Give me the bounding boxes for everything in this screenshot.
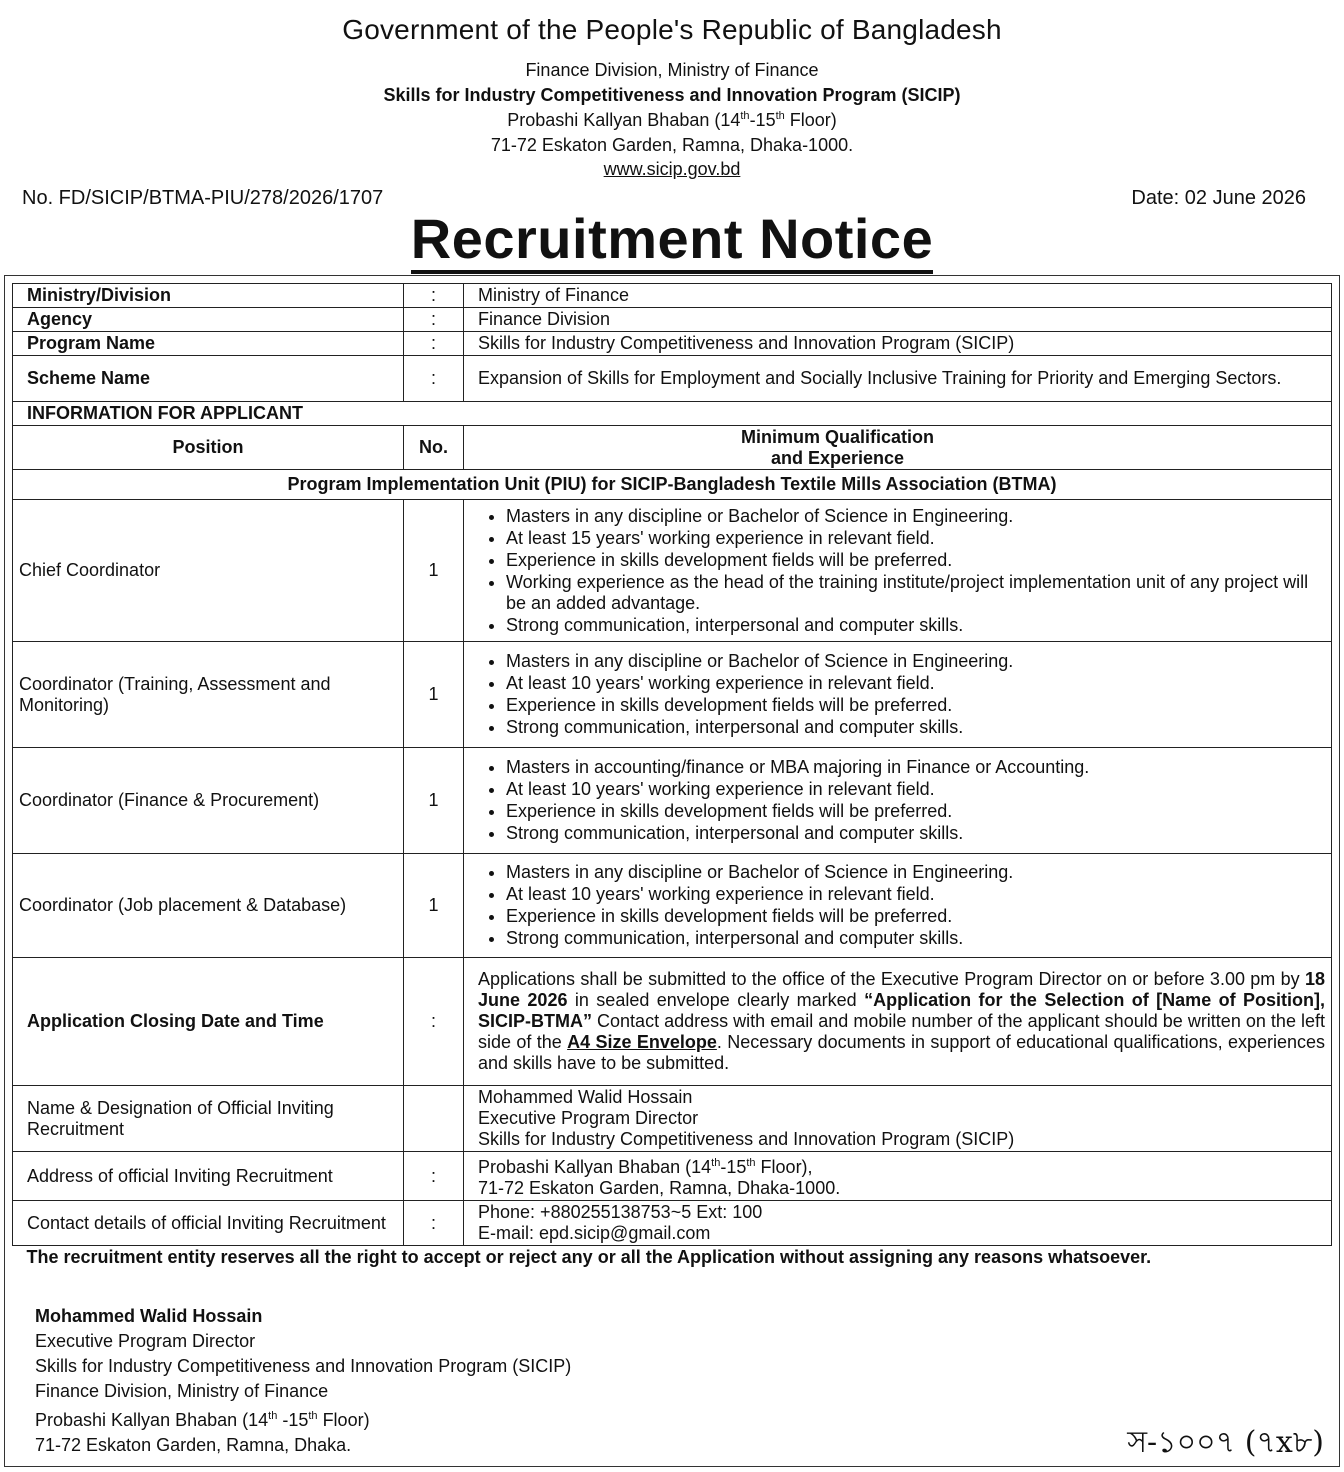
list-item: • Masters in accounting/finance or MBA majoring in Finance or Accounting.	[506, 757, 1325, 778]
info-row: Ministry/Division : Ministry of Finance	[13, 284, 1332, 308]
table-row: Coordinator (Finance & Procurement) 1 • Masters in accounting/finance or MBA majoring in Finance or Accounting. • At least 10 years' working experience in relevant field. • Experience in skills development fields will be preferred. • Strong communication, interpersonal and computer skills.	[13, 748, 1332, 854]
list-item: • Experience in skills development fields will be preferred.	[506, 906, 1325, 927]
applicant-heading-row: INFORMATION FOR APPLICANT	[13, 402, 1332, 426]
email-link[interactable]: E-mail: epd.sicip@gmail.com	[478, 1223, 711, 1243]
info-row: Scheme Name : Expansion of Skills for Employment and Socially Inclusive Training for Priority and Emerging Sectors.	[13, 356, 1332, 402]
list-item: • At least 10 years' working experience in relevant field.	[506, 884, 1325, 905]
table-row: Chief Coordinator 1 • Masters in any discipline or Bachelor of Science in Engineering. • At least 15 years' working experience in relevant field. • Experience in skills development fields will be preferred. • Working experience as the head of the training institute/project implementation unit of any project will be an added advantage. • Strong communication, interpersonal and computer skills.	[13, 500, 1332, 642]
address-line-2: 71-72 Eskaton Garden, Ramna, Dhaka-1000.	[490, 135, 854, 155]
list-item: • Masters in any discipline or Bachelor of Science in Engineering.	[506, 862, 1325, 883]
address-row: Address of official Inviting Recruitment : Probashi Kallyan Bhaban (14th-15th Floor), 71-72 Eskaton Garden, Ramna, Dhaka-1000.	[13, 1152, 1332, 1201]
phone-number: Phone: +880255138753~5 Ext: 100	[478, 1202, 763, 1222]
list-item: • At least 10 years' working experience in relevant field.	[506, 673, 1325, 694]
division-line: Finance Division, Ministry of Finance	[525, 60, 819, 80]
list-item: • Experience in skills development fields will be preferred.	[506, 550, 1325, 571]
list-item: • Strong communication, interpersonal and computer skills.	[506, 717, 1325, 738]
info-row: Program Name : Skills for Industry Competitiveness and Innovation Program (SICIP)	[13, 332, 1332, 356]
government-heading: Government of the People's Republic of Bangladesh	[342, 14, 1002, 45]
list-item: • Experience in skills development fields will be preferred.	[506, 801, 1325, 822]
list-item: • Experience in skills development fields will be preferred.	[506, 695, 1325, 716]
table-row: Coordinator (Job placement & Database) 1 • Masters in any discipline or Bachelor of Science in Engineering. • At least 10 years' working experience in relevant field. • Experience in skills development fields will be preferred. • Strong communication, interpersonal and computer skills.	[13, 854, 1332, 958]
list-item: • Strong communication, interpersonal and computer skills.	[506, 928, 1325, 949]
website-link[interactable]: www.sicip.gov.bd	[603, 159, 741, 179]
list-item: • Masters in any discipline or Bachelor of Science in Engineering.	[506, 651, 1325, 672]
page-title: Recruitment Notice	[0, 206, 1344, 271]
program-line: Skills for Industry Competitiveness and Innovation Program (SICIP)	[383, 85, 961, 105]
list-item: • Strong communication, interpersonal and computer skills.	[506, 615, 1325, 636]
info-row: Agency : Finance Division	[13, 308, 1332, 332]
contact-row: Contact details of official Inviting Recruitment : Phone: +880255138753~5 Ext: 100 E-mail: epd.sicip@gmail.com	[13, 1201, 1332, 1246]
column-header-row: Position No. Minimum Qualification and Experience	[13, 426, 1332, 470]
memo-number: No. FD/SICIP/BTMA-PIU/278/2026/1707	[22, 187, 384, 209]
list-item: • Working experience as the head of the training institute/project implementation unit of any project will be an added advantage.	[506, 572, 1325, 614]
unit-heading-row: Program Implementation Unit (PIU) for SICIP-Bangladesh Textile Mills Association (BTMA)	[13, 470, 1332, 500]
table-row: Coordinator (Training, Assessment and Monitoring) 1 • Masters in any discipline or Bachelor of Science in Engineering. • At least 10 years' working experience in relevant field. • Experience in skills development fields will be preferred. • Strong communication, interpersonal and computer skills.	[13, 642, 1332, 748]
page-frame	[4, 275, 1340, 1467]
address-line-1: Probashi Kallyan Bhaban (14th-15th Floor)	[507, 110, 837, 130]
notice-date: Date: 02 June 2026	[1131, 187, 1306, 209]
official-row: Name & Designation of Official Inviting Recruitment Mohammed Walid Hossain Executive Program Director Skills for Industry Competitiveness and Innovation Program (SICIP)	[13, 1086, 1332, 1152]
disclaimer-row: The recruitment entity reserves all the right to accept or reject any or all the Application without assigning any reasons whatsoever.	[26, 1247, 1152, 1267]
closing-row: Application Closing Date and Time : Applications shall be submitted to the office of the Executive Program Director on or before 3.00 pm by 18 June 2026 in sealed envelope clearly marked “Application for the Selection of [Name of Position], SICIP-BTMA” Contact address with email and mobile number of the applicant should be written on the left side of the A4 Size Envelope. Necessary documents in support of educational qualifications, experiences and skills have to be submitted.	[13, 958, 1332, 1086]
list-item: • At least 10 years' working experience in relevant field.	[506, 779, 1325, 800]
reference-stamp: স-১০০৭ (৭x৮)	[1127, 1425, 1324, 1460]
list-item: • Masters in any discipline or Bachelor of Science in Engineering.	[506, 506, 1325, 527]
list-item: • At least 15 years' working experience in relevant field.	[506, 528, 1325, 549]
signature-block: Mohammed Walid Hossain Executive Program Director Skills for Industry Competitiveness and Innovation Program (SICIP) Finance Division, Ministry of Finance Probashi Kallyan Bhaban (14th -15th Floor) 71-72 Eskaton Garden, Ramna, Dhaka.	[35, 1306, 572, 1455]
list-item: • Strong communication, interpersonal and computer skills.	[506, 823, 1325, 844]
